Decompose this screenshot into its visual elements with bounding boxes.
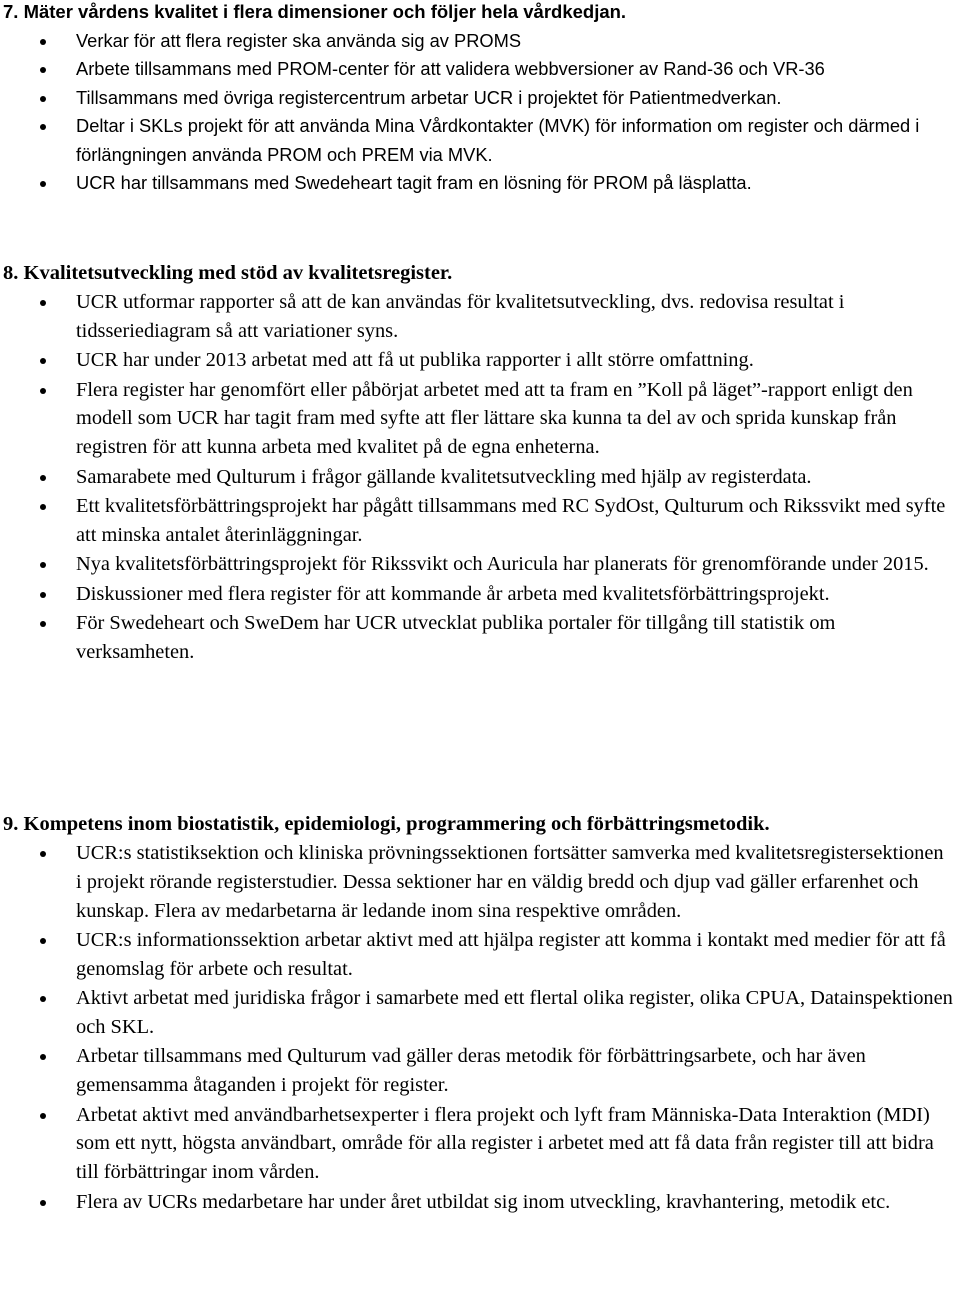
list-item: UCR har under 2013 arbetat med att få ut publika rapporter i allt större omfattning. [3, 346, 953, 375]
list-item: Flera register har genomfört eller påbörjat arbetet med att ta fram en ”Koll på läget”-rapport enligt den modell som UCR har tagit fram med syfte att fler lättare ska kunna ta del av och sprida kunskap från registren för att kunna arbeta med kvalitet på de egna enheterna. [3, 376, 953, 462]
list-item: Arbete tillsammans med PROM-center för att validera webbversioner av Rand-36 och VR-36 [3, 55, 953, 83]
list-item: Arbetat aktivt med användbarhetsexperter i flera projekt och lyft fram Människa-Data Interaktion (MDI) som ett nytt, högsta användbart, område för alla register i arbetet med att få data från register till att bidra till förbättringar inom vården. [3, 1101, 953, 1187]
list-item: Nya kvalitetsförbättringsprojekt för Rikssvikt och Auricula har planerats för grenomförande under 2015. [3, 550, 953, 579]
list-item: Verkar för att flera register ska använda sig av PROMS [3, 27, 953, 55]
list-item: Tillsammans med övriga registercentrum arbetar UCR i projektet för Patientmedverkan. [3, 84, 953, 112]
list-item: Deltar i SKLs projekt för att använda Mina Vårdkontakter (MVK) för information om register och därmed i förlängningen använda PROM och PREM via MVK. [3, 112, 953, 169]
list-item: UCR utformar rapporter så att de kan användas för kvalitetsutveckling, dvs. redovisa resultat i tidsseriediagram så att variationer syns. [3, 288, 953, 346]
section-7 [3, 0, 953, 197]
list-item: UCR:s statistiksektion och kliniska prövningssektionen fortsätter samverka med kvalitetsregistersektionen i projekt rörande registerstudier. Dessa sektioner har en väldig bredd och djup vad gäller erfarenhet och kunskap. Flera av medarbetarna är ledande inom sina respektive områden. [3, 839, 953, 925]
list-item: UCR har tillsammans med Swedeheart tagit fram en lösning för PROM på läsplatta. [3, 169, 953, 197]
list-item: Ett kvalitetsförbättringsprojekt har pågått tillsammans med RC SydOst, Qulturum och Rikssvikt med syfte att minska antalet återinläggningar. [3, 492, 953, 550]
list-item: För Swedeheart och SweDem har UCR utvecklat publika portaler för tillgång till statistik om verksamheten. [3, 609, 953, 667]
section-9-heading: 9. Kompetens inom biostatistik, epidemiologi, programmering och förbättringsmetodik. [3, 813, 770, 835]
section-8 [3, 259, 953, 667]
section-7-heading: 7. Mäter vårdens kvalitet i flera dimensioner och följer hela vårdkedjan. [3, 1, 627, 22]
section-9 [3, 810, 953, 1216]
section-8-list [3, 288, 953, 667]
list-item: UCR:s informationssektion arbetar aktivt med att hjälpa register att komma i kontakt med medier för att få genomslag för arbete och resultat. [3, 926, 953, 984]
list-item: Arbetar tillsammans med Qulturum vad gäller deras metodik för förbättringsarbete, och har även gemensamma åtaganden i projekt för register. [3, 1042, 953, 1100]
section-7-list [3, 27, 953, 197]
list-item: Samarabete med Qulturum i frågor gällande kvalitetsutveckling med hjälp av registerdata. [3, 463, 953, 492]
list-item: Flera av UCRs medarbetare har under året utbildat sig inom utveckling, kravhantering, metodik etc. [3, 1188, 953, 1217]
section-8-heading: 8. Kvalitetsutveckling med stöd av kvalitetsregister. [3, 262, 453, 284]
list-item: Diskussioner med flera register för att kommande år arbeta med kvalitetsförbättringsprojekt. [3, 580, 953, 609]
section-9-list [3, 839, 953, 1216]
list-item: Aktivt arbetat med juridiska frågor i samarbete med ett flertal olika register, olika CPUA, Datainspektionen och SKL. [3, 984, 953, 1042]
